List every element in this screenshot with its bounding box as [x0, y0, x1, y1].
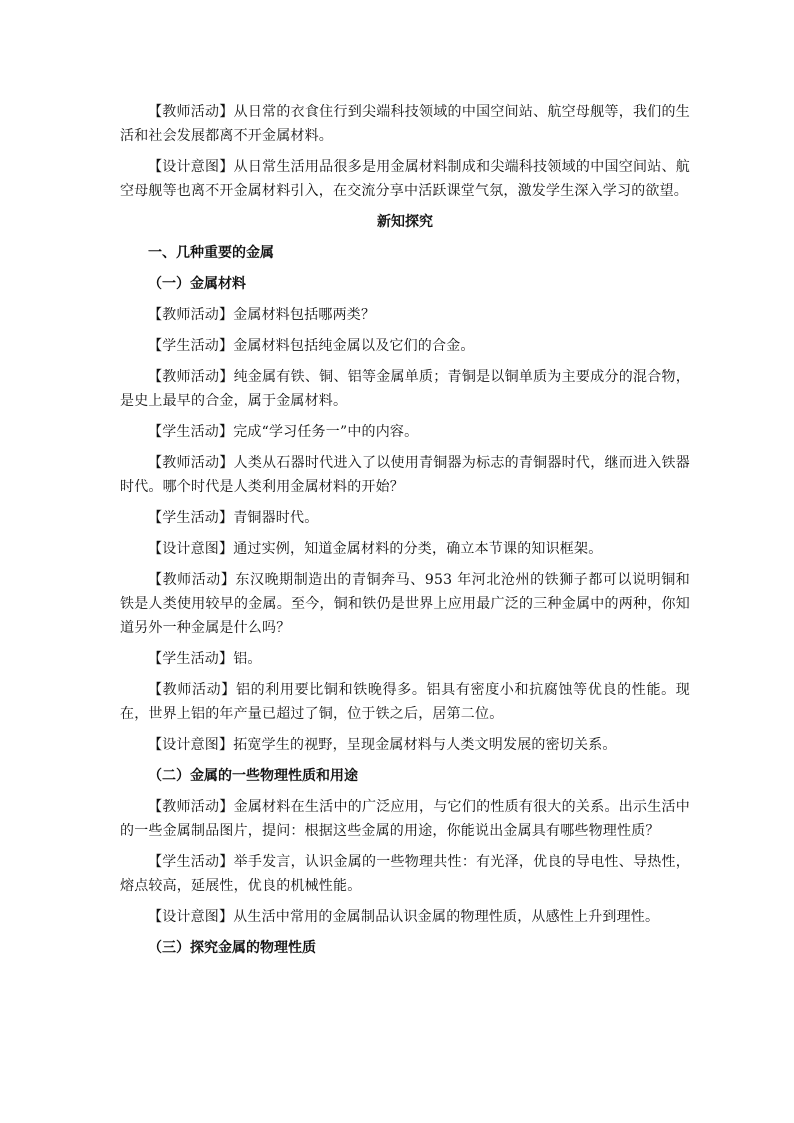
paragraph-design-intent-properties: 【设计意图】从生活中常用的金属制品认识金属的物理性质，从感性上升到理性。 [148, 909, 660, 925]
paragraph-design-intent-vision: 【设计意图】拓宽学生的视野，呈现金属材料与人类文明发展的密切关系。 [148, 737, 617, 753]
heading-important-metals: 一、几种重要的金属 [148, 245, 274, 261]
paragraph-teacher-properties-question: 【教师活动】金属材料在生活中的广泛应用，与它们的性质有很大的关系。出示生活中的一些金属制品图片，提问：根据这些金属的用途，你能说出金属具有哪些物理性质？ [120, 799, 690, 839]
subheading-explore-properties: （三）探究金属的物理性质 [148, 940, 316, 956]
document-body [120, 100, 690, 967]
paragraph-student-properties-answer: 【学生活动】举手发言，认识金属的一些物理共性：有光泽，优良的导电性、导热性，熔点较高，延展性，优良的机械性能。 [120, 854, 690, 894]
paragraph-teacher-copper-iron: 【教师活动】东汉晚期制造出的青铜奔马、953 年河北沧州的铁狮子都可以说明铜和铁是人类使用较早的金属。至今，铜和铁仍是世界上应用最广泛的三种金属中的两种，你知道另外一种金属是什么吗？ [120, 572, 690, 636]
paragraph-design-intent-intro: 【设计意图】从日常生活用品很多是用金属材料制成和尖端科技领域的中国空间站、航空母舰等也离不开金属材料引入，在交流分享中活跃课堂气氛，激发学生深入学习的欲望。 [120, 159, 690, 199]
paragraph-teacher-bronze-age: 【教师活动】人类从石器时代进入了以使用青铜器为标志的青铜器时代，继而进入铁器时代。哪个时代是人类利用金属材料的开始？ [120, 455, 690, 495]
section-title-new-knowledge: 新知探究 [377, 214, 433, 230]
paragraph-teacher-aluminum: 【教师活动】铝的利用要比铜和铁晚得多。铝具有密度小和抗腐蚀等优良的性能。现在，世界上铝的年产量已超过了铜，位于铁之后，居第二位。 [120, 682, 690, 722]
paragraph-teacher-pure-metals: 【教师活动】纯金属有铁、铜、铝等金属单质；青铜是以铜单质为主要成分的混合物，是史上最早的合金，属于金属材料。 [120, 369, 690, 409]
paragraph-student-aluminum: 【学生活动】铝。 [148, 651, 262, 667]
subheading-metal-materials: （一）金属材料 [148, 276, 246, 292]
subheading-physical-properties: （二）金属的一些物理性质和用途 [148, 768, 358, 784]
paragraph-teacher-question-categories: 【教师活动】金属材料包括哪两类？ [148, 307, 376, 323]
paragraph-student-task-one: 【学生活动】完成“学习任务一”中的内容。 [148, 424, 419, 440]
paragraph-student-answer-categories: 【学生活动】金属材料包括纯金属以及它们的合金。 [148, 338, 475, 354]
paragraph-design-intent-classification: 【设计意图】通过实例，知道金属材料的分类，确立本节课的知识框架。 [148, 541, 603, 557]
paragraph-student-bronze-age: 【学生活动】青铜器时代。 [148, 510, 319, 526]
paragraph-teacher-activity-intro: 【教师活动】从日常的衣食住行到尖端科技领域的中国空间站、航空母舰等，我们的生活和社会发展都离不开金属材料。 [120, 104, 690, 144]
